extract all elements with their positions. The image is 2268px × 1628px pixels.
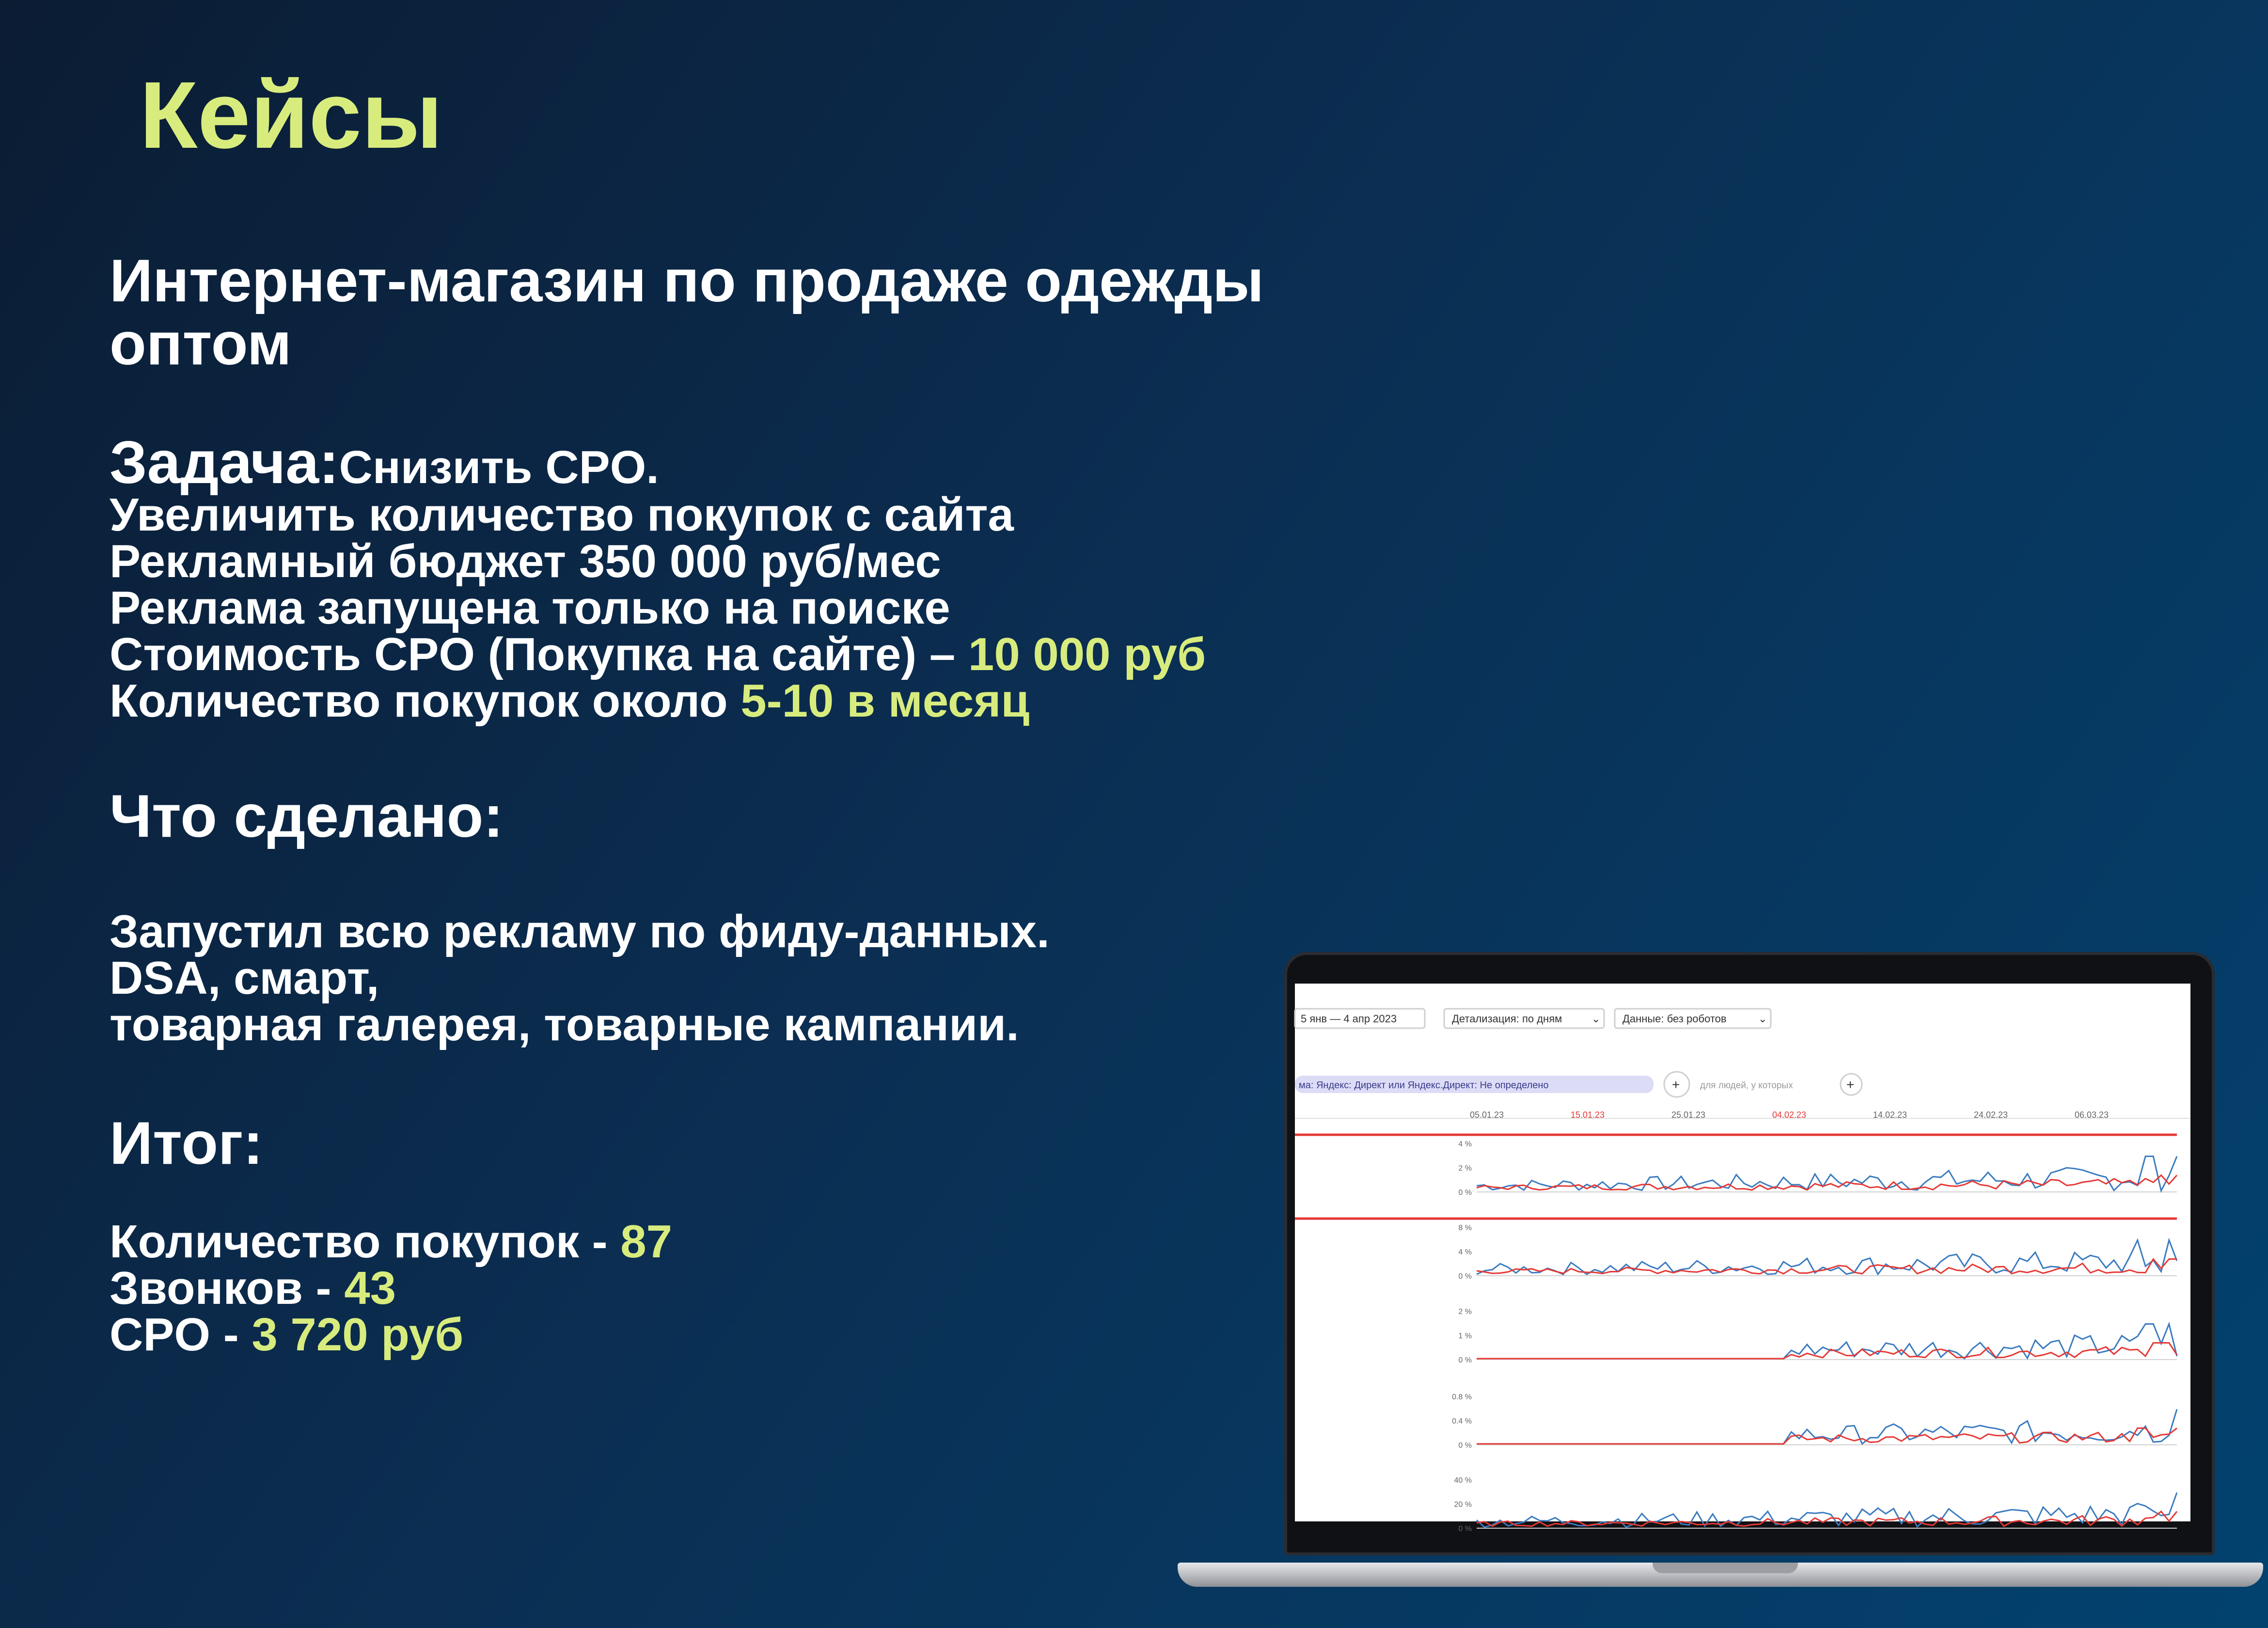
laptop-notch bbox=[1653, 1563, 1798, 1573]
y-tick-label: 40 % bbox=[1454, 1476, 1472, 1485]
y-tick-label: 2 % bbox=[1458, 1308, 1472, 1316]
date-tick: 04.02.23 bbox=[1772, 1110, 1807, 1120]
result-purchases-line bbox=[110, 1216, 672, 1268]
done-line: товарная галерея, товарные кампании. bbox=[110, 999, 1019, 1050]
task-line: Увеличить количество покупок с сайта bbox=[110, 489, 1014, 541]
date-tick: 14.02.23 bbox=[1873, 1110, 1907, 1120]
date-tick: 24.02.23 bbox=[1974, 1110, 2008, 1120]
y-tick-label: 2 % bbox=[1458, 1164, 1472, 1173]
result-cpo-line bbox=[110, 1309, 672, 1361]
task-purchases-line bbox=[110, 675, 1206, 727]
y-tick-label: 0 % bbox=[1458, 1525, 1472, 1533]
y-tick-label: 0 % bbox=[1458, 1356, 1472, 1364]
task-cpo-line bbox=[110, 628, 1206, 680]
result-purchases-label: Количество покупок - bbox=[110, 1216, 621, 1268]
result-cpo-label: CPO - bbox=[110, 1309, 252, 1361]
result-cpo-value: 3 720 руб bbox=[252, 1309, 464, 1361]
detail-dropdown-label: Детализация: по дням bbox=[1452, 1013, 1562, 1025]
task-label: Задача: bbox=[110, 429, 339, 496]
y-tick-label: 20 % bbox=[1454, 1501, 1472, 1509]
segment-filter-text: ма: Яндекс: Директ или Яндекс.Директ: Не определено bbox=[1299, 1080, 1549, 1091]
case-title: Интернет-магазин по продаже одежды оптом bbox=[110, 248, 1264, 378]
y-tick-label: 0 % bbox=[1458, 1189, 1472, 1197]
metrika-report-chart bbox=[1295, 984, 2190, 1533]
y-tick-label: 4 % bbox=[1458, 1140, 1472, 1148]
date-tick: 06.03.23 bbox=[2075, 1110, 2109, 1120]
task-line: Реклама запущена только на поиске bbox=[110, 582, 950, 634]
series-line-red bbox=[1477, 1259, 2177, 1274]
task-first-line: Снизить CPO. bbox=[339, 441, 659, 493]
y-tick-label: 0 % bbox=[1458, 1272, 1472, 1281]
plus-icon: + bbox=[1846, 1077, 1855, 1092]
result-calls-label: Звонков - bbox=[110, 1262, 345, 1314]
done-line: Запустил всю рекламу по фиду-данных. bbox=[110, 906, 1050, 957]
task-cpo-label: Стоимость CPO (Покупка на сайте) – bbox=[110, 628, 968, 680]
y-tick-label: 4 % bbox=[1458, 1248, 1472, 1256]
date-tick: 05.01.23 bbox=[1470, 1110, 1504, 1120]
task-cpo-value: 10 000 руб bbox=[968, 628, 1206, 680]
task-purchases-label: Количество покупок около bbox=[110, 675, 741, 727]
series-line-red bbox=[1477, 1343, 2177, 1359]
y-tick-label: 8 % bbox=[1458, 1224, 1472, 1232]
date-range-text: 5 янв — 4 апр 2023 bbox=[1301, 1013, 1397, 1025]
y-tick-label: 1 % bbox=[1458, 1332, 1472, 1340]
result-heading: Итог: bbox=[110, 1110, 263, 1177]
result-purchases-value: 87 bbox=[620, 1216, 672, 1268]
date-tick: 25.01.23 bbox=[1671, 1110, 1706, 1120]
laptop-illustration bbox=[1178, 952, 2263, 1599]
laptop-screen bbox=[1295, 984, 2190, 1533]
data-dropdown-label: Данные: без роботов bbox=[1622, 1013, 1727, 1025]
y-tick-label: 0 % bbox=[1458, 1441, 1472, 1450]
done-heading: Что сделано: bbox=[110, 783, 504, 850]
date-tick: 15.01.23 bbox=[1571, 1110, 1605, 1120]
result-calls-line bbox=[110, 1262, 672, 1314]
done-details bbox=[110, 908, 1050, 1048]
filter-hint: для людей, у которых bbox=[1700, 1080, 1793, 1091]
task-details bbox=[110, 489, 1206, 727]
chevron-down-icon: ⌄ bbox=[1758, 1013, 1767, 1025]
plus-icon: + bbox=[1672, 1077, 1680, 1092]
y-tick-label: 0.4 % bbox=[1452, 1417, 1472, 1425]
task-purchases-value: 5-10 в месяц bbox=[740, 675, 1030, 727]
series-line-blue bbox=[1477, 1409, 2177, 1444]
done-line: DSA, смарт, bbox=[110, 952, 379, 1004]
y-tick-label: 0.8 % bbox=[1452, 1393, 1472, 1401]
page-title: Кейсы bbox=[140, 62, 443, 168]
task-line: Рекламный бюджет 350 000 руб/мес bbox=[110, 535, 941, 587]
result-calls-value: 43 bbox=[344, 1262, 396, 1314]
chevron-down-icon: ⌄ bbox=[1591, 1013, 1601, 1025]
series-line-red bbox=[1477, 1428, 2177, 1444]
task-heading bbox=[110, 431, 659, 494]
result-details bbox=[110, 1216, 672, 1361]
